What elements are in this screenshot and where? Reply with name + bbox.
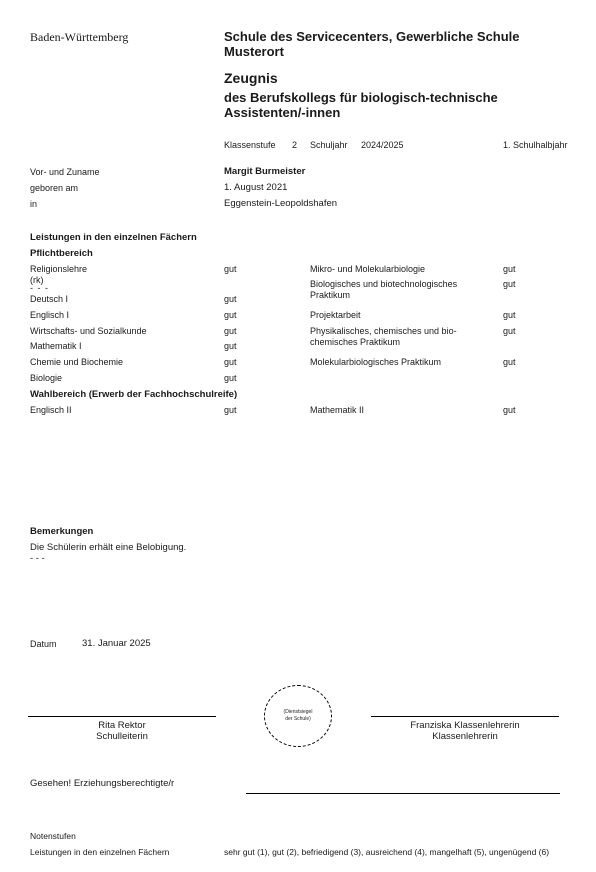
seal-text-line2: der Schule) <box>285 716 311 722</box>
grade-projektarbeit: gut <box>503 310 516 320</box>
name-label: Vor- und Zuname <box>30 167 100 177</box>
subject-projektarbeit: Projektarbeit <box>310 310 361 320</box>
grade-mikrobiologie: gut <box>503 264 516 274</box>
subject-biologie: Biologie <box>30 373 63 383</box>
subject-bio-praktikum: Biologisches und biotechnologisches Praktikum <box>310 279 458 300</box>
remarks-title: Bemerkungen <box>30 526 94 537</box>
grade-englisch-1: gut <box>224 310 237 320</box>
religion-dashes: - - - <box>30 283 49 293</box>
state-name: Baden-Württemberg <box>30 30 129 44</box>
subject-englisch-2: Englisch II <box>30 405 72 415</box>
date-label: Datum <box>30 639 57 649</box>
subject-chemie: Chemie und Biochemie <box>30 357 124 367</box>
date-value: 31. Januar 2025 <box>82 638 151 649</box>
grading-scale-title: Notenstufen <box>30 831 76 841</box>
schuljahr-label: Schuljahr <box>310 140 348 150</box>
remarks-dashes: - - - <box>30 553 45 564</box>
signature-line-guardian <box>246 793 560 794</box>
grade-englisch-2: gut <box>224 405 237 415</box>
principal-role: Schulleiterin <box>96 731 148 742</box>
grade-phys-chem-praktikum: gut <box>503 326 516 336</box>
document-title: Zeugnis <box>224 70 278 86</box>
student-name: Margit Burmeister <box>224 166 306 177</box>
remarks-text: Die Schülerin erhält eine Belobigung. <box>30 542 187 553</box>
subject-mathematik-1: Mathematik I <box>30 341 82 351</box>
wahl-title: Wahlbereich (Erwerb der Fachhochschulreife) <box>30 389 238 400</box>
principal-name: Rita Rektor <box>98 720 146 731</box>
signature-line-principal <box>28 716 216 717</box>
grade-mathematik-2: gut <box>503 405 516 415</box>
school-name: Schule des Servicecenters, Gewerbliche Schule Musterort <box>224 29 520 59</box>
grading-scale-label: Leistungen in den einzelnen Fächern <box>30 847 170 857</box>
subject-englisch-1: Englisch I <box>30 310 70 320</box>
grades-section-title: Leistungen in den einzelnen Fächern <box>30 232 197 243</box>
born-label: geboren am <box>30 183 79 193</box>
grade-bio-praktikum: gut <box>503 279 516 289</box>
signature-line-teacher <box>371 716 559 717</box>
grade-deutsch: gut <box>224 294 237 304</box>
subject-mikrobiologie: Mikro- und Molekularbiologie <box>310 264 426 274</box>
grade-biologie: gut <box>224 373 237 383</box>
grade-molbio-praktikum: gut <box>503 357 516 367</box>
birthplace: Eggenstein-Leopoldshafen <box>224 198 338 209</box>
teacher-name: Franziska Klassenlehrerin <box>410 720 520 731</box>
grade-religion: gut <box>224 264 237 274</box>
guardian-label: Gesehen! Erziehungsberechtigte/r <box>30 778 175 789</box>
birth-date: 1. August 2021 <box>224 182 288 193</box>
subject-phys-chem-praktikum: Physikalisches, chemisches und bio-chemisches Praktikum <box>310 326 457 347</box>
subject-deutsch: Deutsch I <box>30 294 69 304</box>
grading-scale: sehr gut (1), gut (2), befriedigend (3), ausreichend (4), mangelhaft (5), ungenügend (6) <box>224 847 550 857</box>
teacher-role: Klassenlehrerin <box>432 731 498 742</box>
seal-text-line1: (Dienstsiegel <box>283 709 313 715</box>
subject-molbio-praktikum: Molekularbiologisches Praktikum <box>310 357 442 367</box>
grade-chemie: gut <box>224 357 237 367</box>
grade-wirtschaft: gut <box>224 326 237 336</box>
birthplace-label: in <box>30 199 38 209</box>
subject-religion: Religionslehre <box>30 264 88 274</box>
subject-religion-note: (rk) <box>30 275 44 285</box>
document-subtitle: des Berufskollegs für biologisch-technische Assistenten/-innen <box>224 90 498 120</box>
official-seal-placeholder <box>264 685 332 747</box>
pflicht-title: Pflichtbereich <box>30 248 93 259</box>
subject-mathematik-2: Mathematik II <box>310 405 365 415</box>
subject-wirtschaft: Wirtschafts- und Sozialkunde <box>30 326 147 336</box>
grade-mathematik-1: gut <box>224 341 237 351</box>
schuljahr-value: 2024/2025 <box>361 140 404 150</box>
klassenstufe-value: 2 <box>292 140 298 150</box>
halbjahr: 1. Schulhalbjahr <box>503 140 568 150</box>
klassenstufe-label: Klassenstufe <box>224 140 276 150</box>
